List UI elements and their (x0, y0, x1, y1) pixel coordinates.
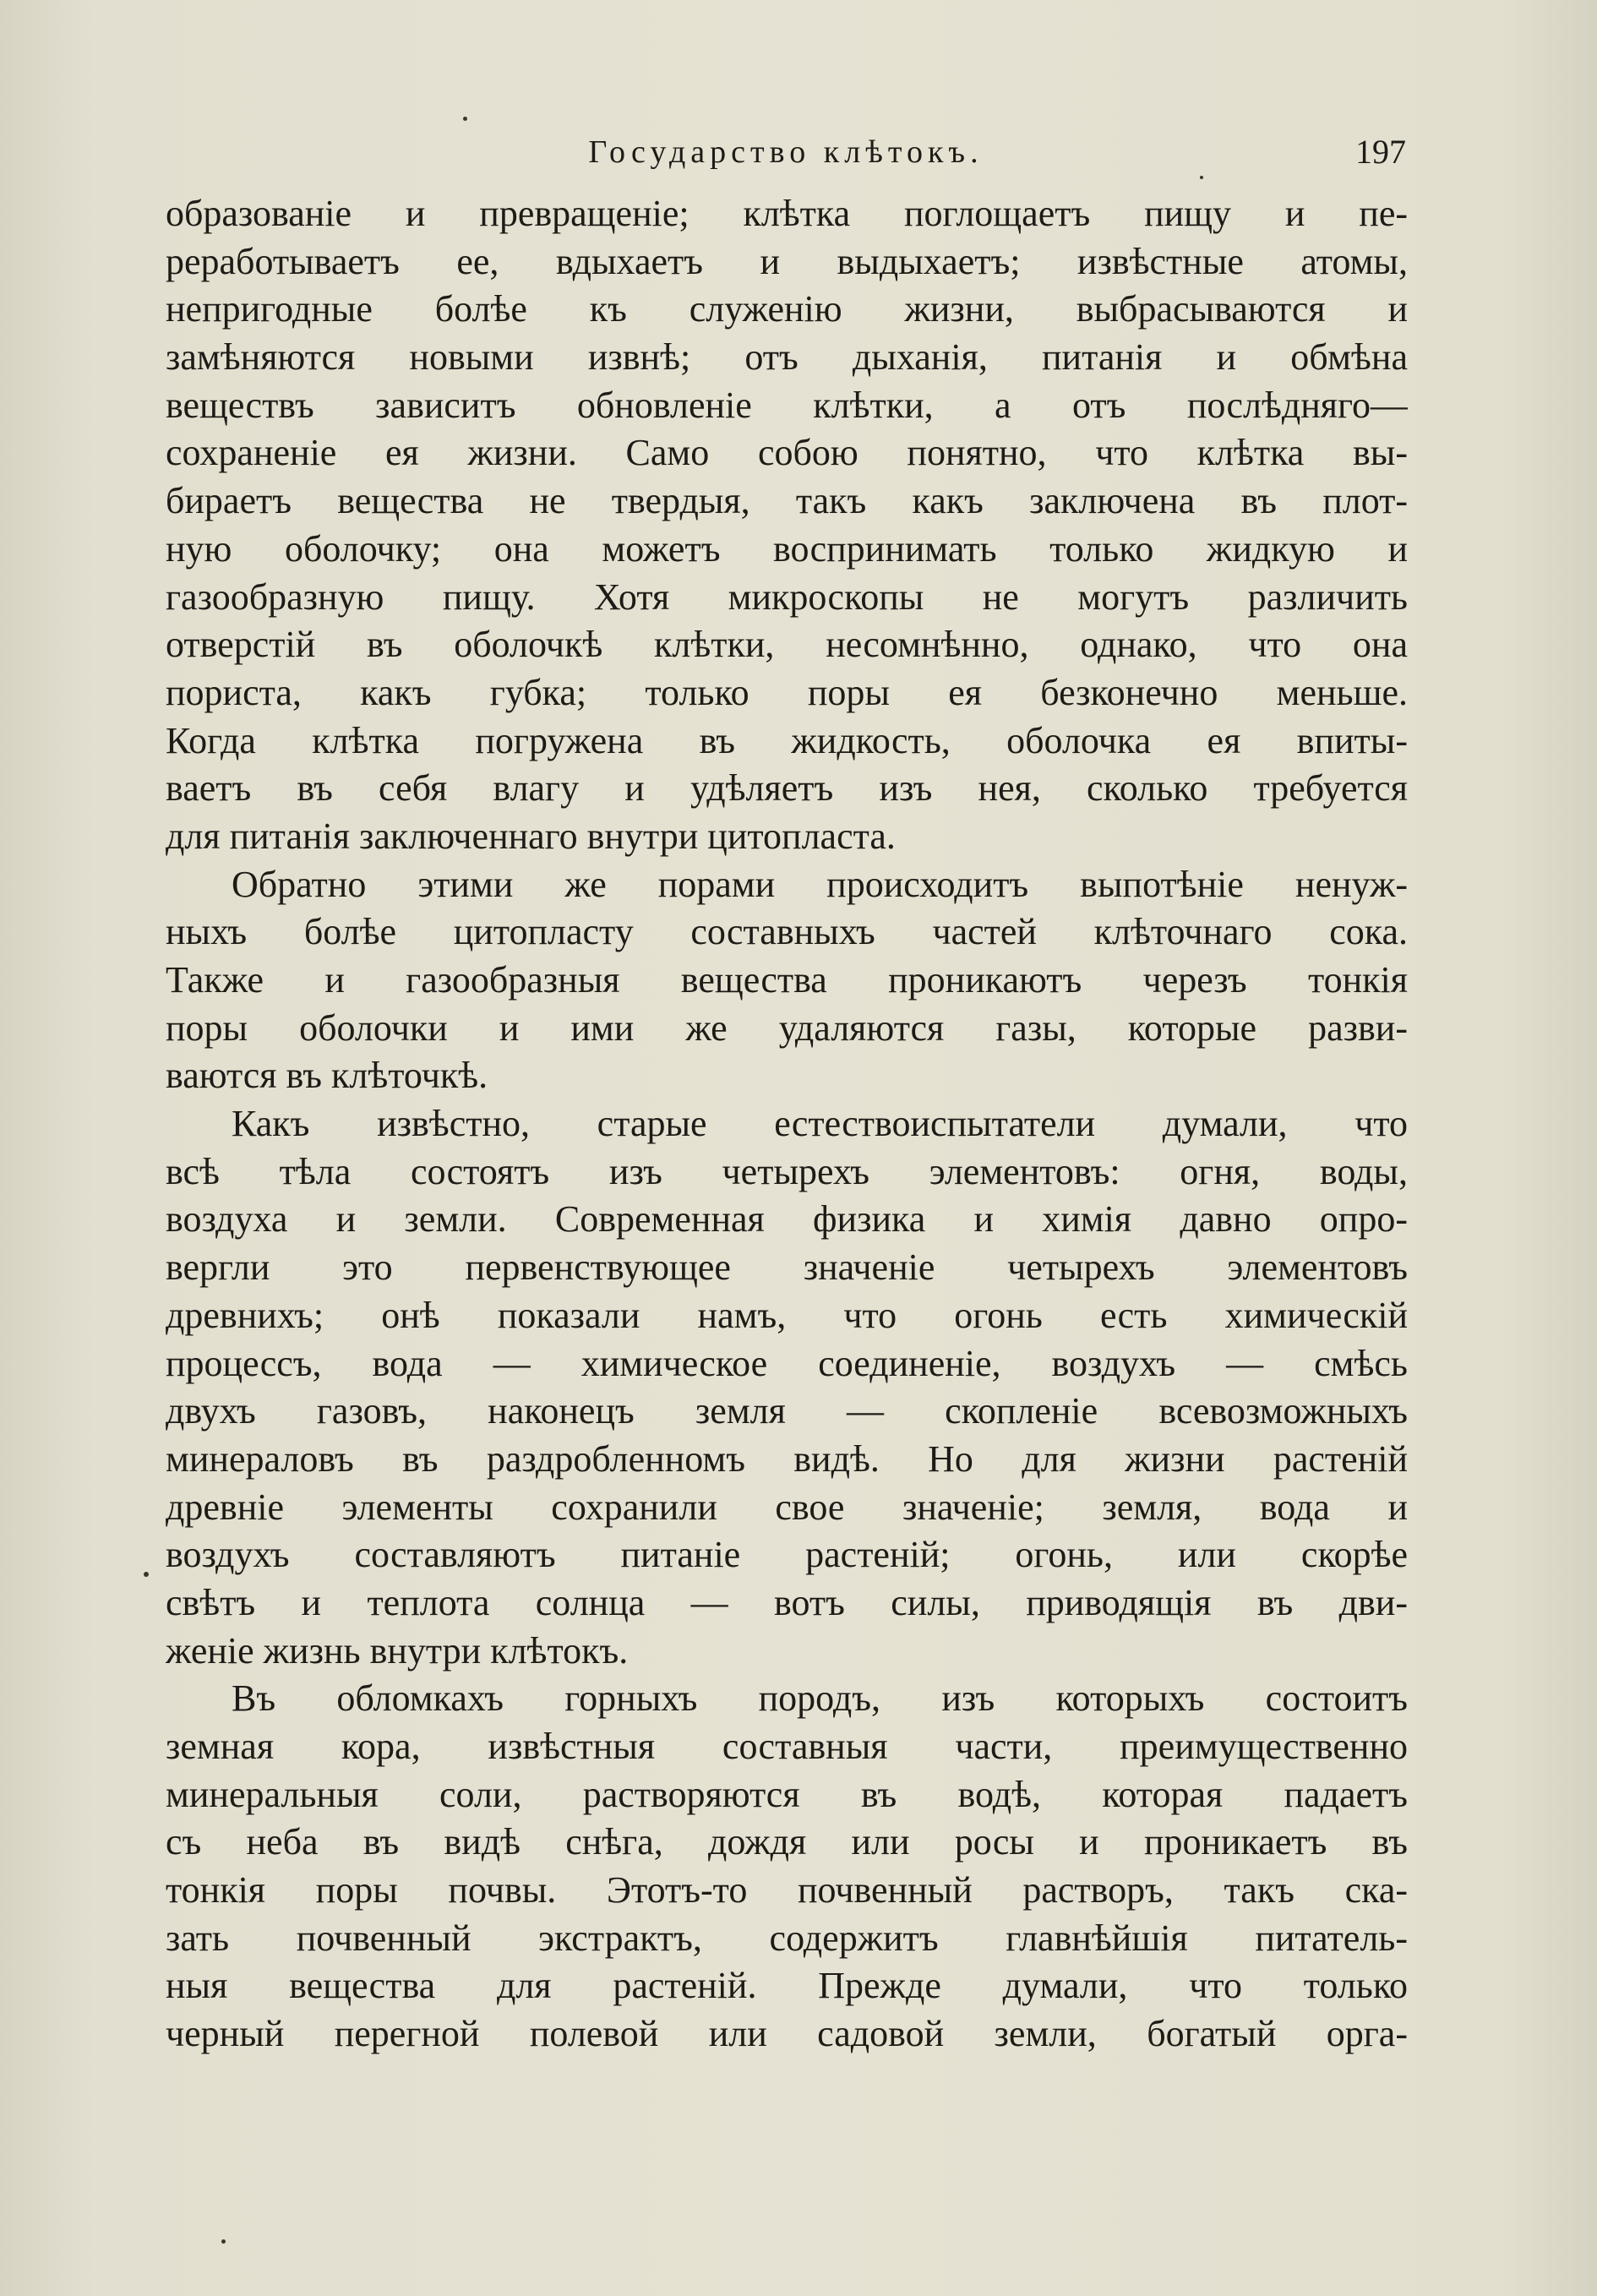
text-line: древніе элементы сохранили свое значеніе; земля, вода и (166, 1486, 1408, 1528)
text-line: замѣняются новыми извнѣ; отъ дыханія, питанія и обмѣна (166, 336, 1408, 379)
text-line: ную оболочку; она можетъ воспринимать только жидкую и (166, 527, 1408, 570)
text-line: реработываетъ ее, вдыхаетъ и выдыхаетъ; извѣстные атомы, (166, 240, 1408, 282)
text-line: зать почвенный экстрактъ, содержитъ главнѣйшія питатель- (166, 1917, 1408, 1959)
text-line: ваетъ въ себя влагу и удѣляетъ изъ нея, сколько требуется (166, 767, 1408, 810)
text-line: бираетъ вещества не твердыя, такъ какъ заключена въ плот- (166, 480, 1408, 522)
text-line: всѣ тѣла состоятъ изъ четырехъ элементовъ: огня, воды, (166, 1150, 1408, 1192)
text-line: черный перегной полевой или садовой земли, богатый орга- (166, 2013, 1408, 2055)
text-line: Въ обломкахъ горныхъ породъ, изъ которыхъ состоитъ (232, 1677, 1408, 1720)
body-text (166, 190, 1408, 2059)
paper-speck (144, 1572, 149, 1577)
text-line: отверстій въ оболочкѣ клѣтки, несомнѣнно, однако, что она (166, 624, 1408, 666)
text-line: ваются въ клѣточкѣ. (166, 1055, 488, 1097)
text-line: вергли это первенствующее значеніе четырехъ элементовъ (166, 1246, 1408, 1289)
text-line: Какъ извѣстно, старые естествоиспытатели думали, что (232, 1103, 1408, 1145)
text-line: веществъ зависитъ обновленіе клѣтки, а отъ послѣдняго— (166, 384, 1408, 426)
text-line: минераловъ въ раздробленномъ видѣ. Но для жизни растеній (166, 1437, 1408, 1480)
text-line: процессъ, вода — химическое соединеніе, воздухъ — смѣсь (166, 1342, 1408, 1384)
text-line: ныя вещества для растеній. Прежде думали, что только (166, 1965, 1408, 2007)
text-line: Когда клѣтка погружена въ жидкость, оболочка ея впиты- (166, 719, 1408, 761)
text-line: древнихъ; онѣ показали намъ, что огонь есть химическій (166, 1294, 1408, 1336)
text-line: ныхъ болѣе цитопласту составныхъ частей клѣточнаго сока. (166, 911, 1408, 953)
text-line: женіе жизнь внутри клѣтокъ. (166, 1629, 629, 1672)
text-line: земная кора, извѣстныя составныя части, преимущественно (166, 1726, 1408, 1767)
page-number: 197 (1355, 133, 1406, 171)
text-line: пориста, какъ губка; только поры ея безконечно меньше. (166, 671, 1408, 713)
text-line: Также и газообразныя вещества проникаютъ черезъ тонкія (166, 959, 1408, 1001)
text-line: Обратно этими же порами происходитъ выпотѣніе ненуж- (232, 863, 1408, 905)
text-line: газообразную пищу. Хотя микроскопы не могутъ различить (166, 575, 1408, 618)
text-line: съ неба въ видѣ снѣга, дождя или росы и проникаетъ въ (166, 1821, 1408, 1863)
text-line: воздухъ составляютъ питаніе растеній; огонь, или скорѣе (166, 1534, 1408, 1576)
text-line: воздуха и земли. Современная физика и химія давно опро- (166, 1198, 1408, 1241)
text-line: сохраненіе ея жизни. Само собою понятно, что клѣтка вы- (166, 432, 1408, 474)
running-head (161, 127, 1411, 177)
text-line: непригодные болѣе къ служенію жизни, выбрасываются и (166, 288, 1408, 330)
paper-speck (221, 2239, 226, 2244)
text-line: свѣтъ и теплота солнца — вотъ силы, приводящія въ дви- (166, 1581, 1408, 1623)
text-line: образованіе и превращеніе; клѣтка поглощаетъ пищу и пе- (166, 193, 1408, 234)
text-line: минеральныя соли, растворяются въ водѣ, которая падаетъ (166, 1773, 1408, 1815)
text-line: для питанія заключеннаго внутри цитопласта. (166, 815, 896, 857)
paper-speck (1200, 176, 1203, 179)
running-title: Государство клѣтокъ. (588, 134, 984, 170)
text-line: тонкія поры почвы. Этотъ-то почвенный растворъ, такъ ска- (166, 1869, 1408, 1912)
paper-speck (463, 117, 467, 121)
text-line: поры оболочки и ими же удаляются газы, которые разви- (166, 1006, 1408, 1049)
text-line: двухъ газовъ, наконецъ земля — скопленіе всевозможныхъ (166, 1390, 1408, 1432)
